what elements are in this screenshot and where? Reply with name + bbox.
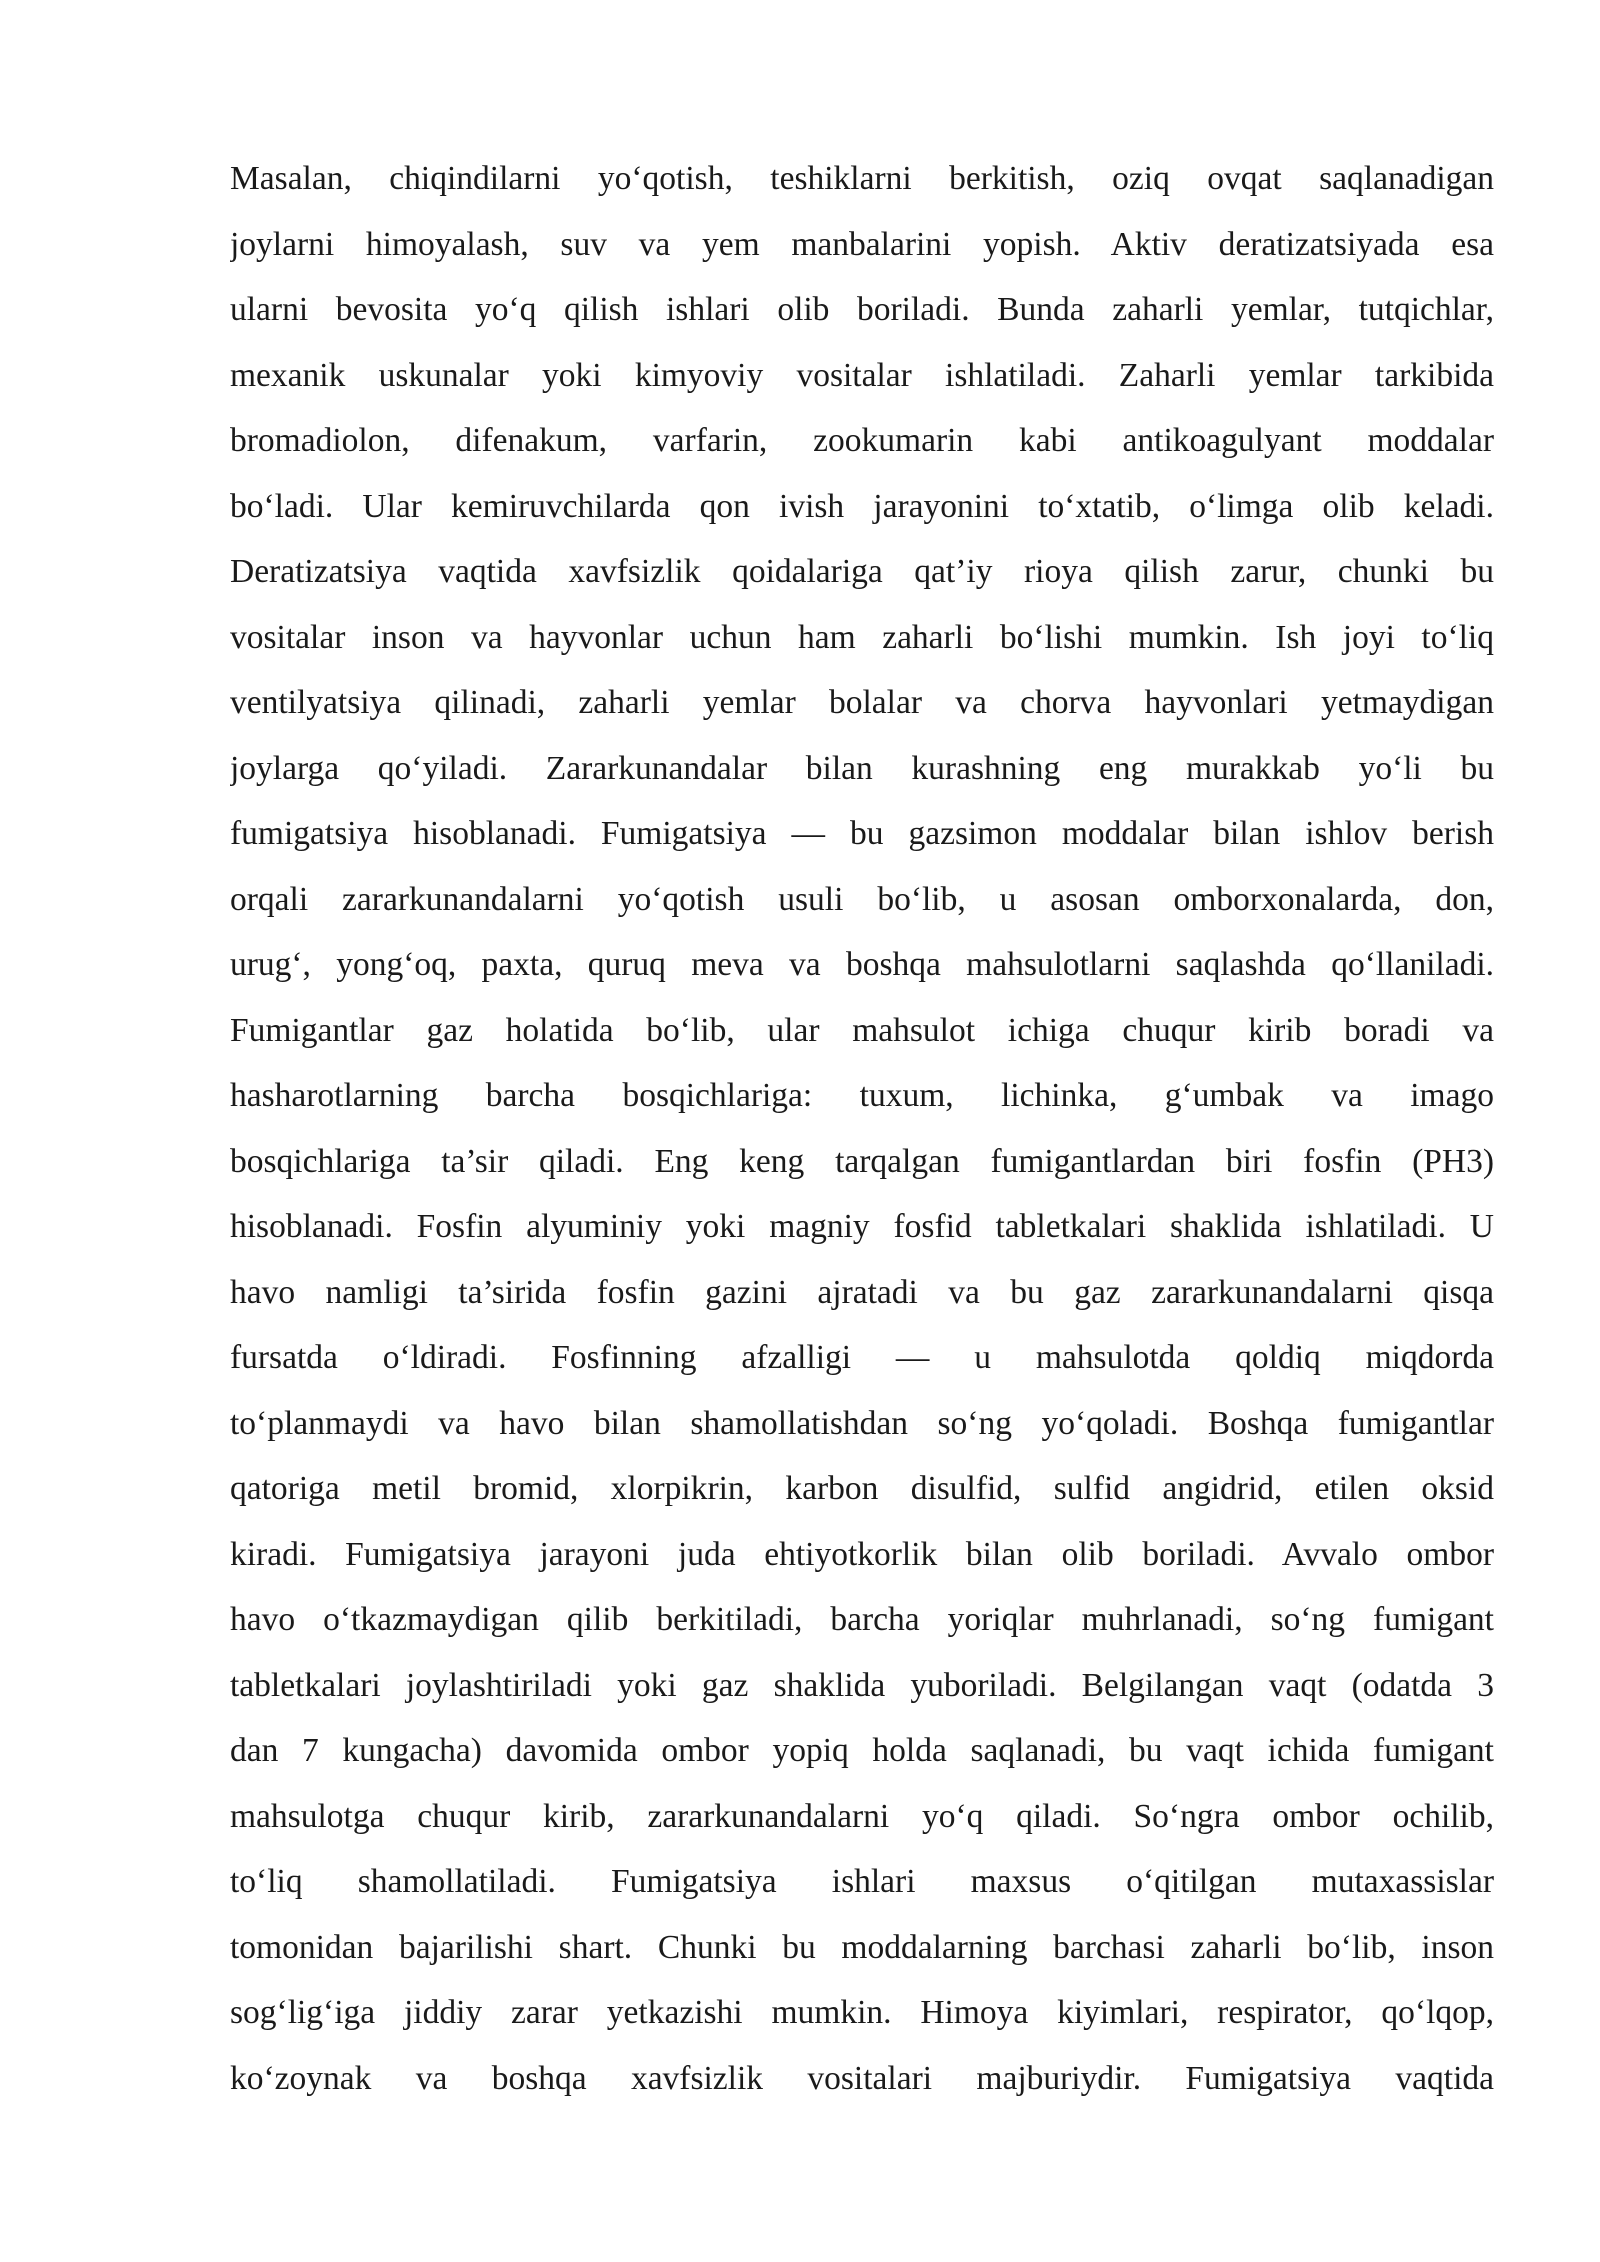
text-line: orqali zararkunandalarni yo‘qotish usuli bo‘lib, u asosan omborxonalarda, don, (230, 880, 1494, 918)
text-line: Deratizatsiya vaqtida xavfsizlik qoidalariga qat’iy rioya qilish zarur, chunki bu (230, 553, 1494, 590)
text-line: dan 7 kungacha) davomida ombor yopiq holda saqlanadi, bu vaqt ichida fumigant (230, 1732, 1494, 1769)
text-line: mexanik uskunalar yoki kimyoviy vositalar ishlatiladi. Zaharli yemlar tarkibida (230, 356, 1494, 394)
text-line: joylarni himoyalash, suv va yem manbalarini yopish. Aktiv deratizatsiyada esa (230, 225, 1494, 263)
text-line: fumigatsiya hisoblanadi. Fumigatsiya — bu gazsimon moddalar bilan ishlov berish (230, 815, 1494, 852)
text-line: ko‘zoynak va boshqa xavfsizlik vositalari majburiydir. Fumigatsiya vaqtida (230, 2059, 1494, 2097)
text-line: ularni bevosita yo‘q qilish ishlari olib boriladi. Bunda zaharli yemlar, tutqichlar, (230, 291, 1494, 328)
text-line: fursatda o‘ldiradi. Fosfinning afzalligi — u mahsulotda qoldiq miqdorda (230, 1339, 1494, 1376)
text-line: joylarga qo‘yiladi. Zararkunandalar bilan kurashning eng murakkab yo‘li bu (230, 749, 1494, 787)
text-line: bo‘ladi. Ular kemiruvchilarda qon ivish jarayonini to‘xtatib, o‘limga olib keladi. (230, 487, 1494, 525)
text-line: mahsulotga chuqur kirib, zararkunandalarni yo‘q qiladi. So‘ngra ombor ochilib, (230, 1797, 1494, 1835)
text-line: hasharotlarning barcha bosqichlariga: tuxum, lichinka, g‘umbak va imago (230, 1077, 1494, 1114)
text-line: to‘planmaydi va havo bilan shamollatishdan so‘ng yo‘qoladi. Boshqa fumigantlar (230, 1404, 1494, 1442)
text-line: to‘liq shamollatiladi. Fumigatsiya ishlari maxsus o‘qitilgan mutaxassislar (230, 1863, 1494, 1900)
text-line: havo namligi ta’sirida fosfin gazini ajratadi va bu gaz zararkunandalarni qisqa (230, 1273, 1494, 1311)
body-paragraph (230, 146, 1494, 2111)
text-line: ventilyatsiya qilinadi, zaharli yemlar bolalar va chorva hayvonlari yetmaydigan (230, 684, 1494, 721)
text-line: tomonidan bajarilishi shart. Chunki bu moddalarning barchasi zaharli bo‘lib, inson (230, 1928, 1494, 1966)
text-line: bosqichlariga ta’sir qiladi. Eng keng tarqalgan fumigantlardan biri fosfin (PH3) (230, 1142, 1494, 1180)
text-line: hisoblanadi. Fosfin alyuminiy yoki magniy fosfid tabletkalari shaklida ishlatiladi. U (230, 1208, 1494, 1245)
text-line: urug‘, yong‘oq, paxta, quruq meva va boshqa mahsulotlarni saqlashda qo‘llaniladi. (230, 946, 1494, 983)
text-line: Fumigantlar gaz holatida bo‘lib, ular mahsulot ichiga chuqur kirib boradi va (230, 1011, 1494, 1049)
text-line: tabletkalari joylashtiriladi yoki gaz shaklida yuboriladi. Belgilangan vaqt (odatda 3 (230, 1666, 1494, 1704)
text-line: sog‘lig‘iga jiddiy zarar yetkazishi mumkin. Himoya kiyimlari, respirator, qo‘lqop, (230, 1994, 1494, 2031)
text-line: vositalar inson va hayvonlar uchun ham zaharli bo‘lishi mumkin. Ish joyi to‘liq (230, 618, 1494, 656)
text-line: kiradi. Fumigatsiya jarayoni juda ehtiyotkorlik bilan olib boriladi. Avvalo ombor (230, 1535, 1494, 1573)
text-line: havo o‘tkazmaydigan qilib berkitiladi, barcha yoriqlar muhrlanadi, so‘ng fumigant (230, 1601, 1494, 1638)
text-line: qatoriga metil bromid, xlorpikrin, karbon disulfid, sulfid angidrid, etilen oksid (230, 1470, 1494, 1507)
text-line: Masalan, chiqindilarni yo‘qotish, teshiklarni berkitish, oziq ovqat saqlanadigan (230, 160, 1494, 197)
text-line: bromadiolon, difenakum, varfarin, zookumarin kabi antikoagulyant moddalar (230, 422, 1494, 459)
